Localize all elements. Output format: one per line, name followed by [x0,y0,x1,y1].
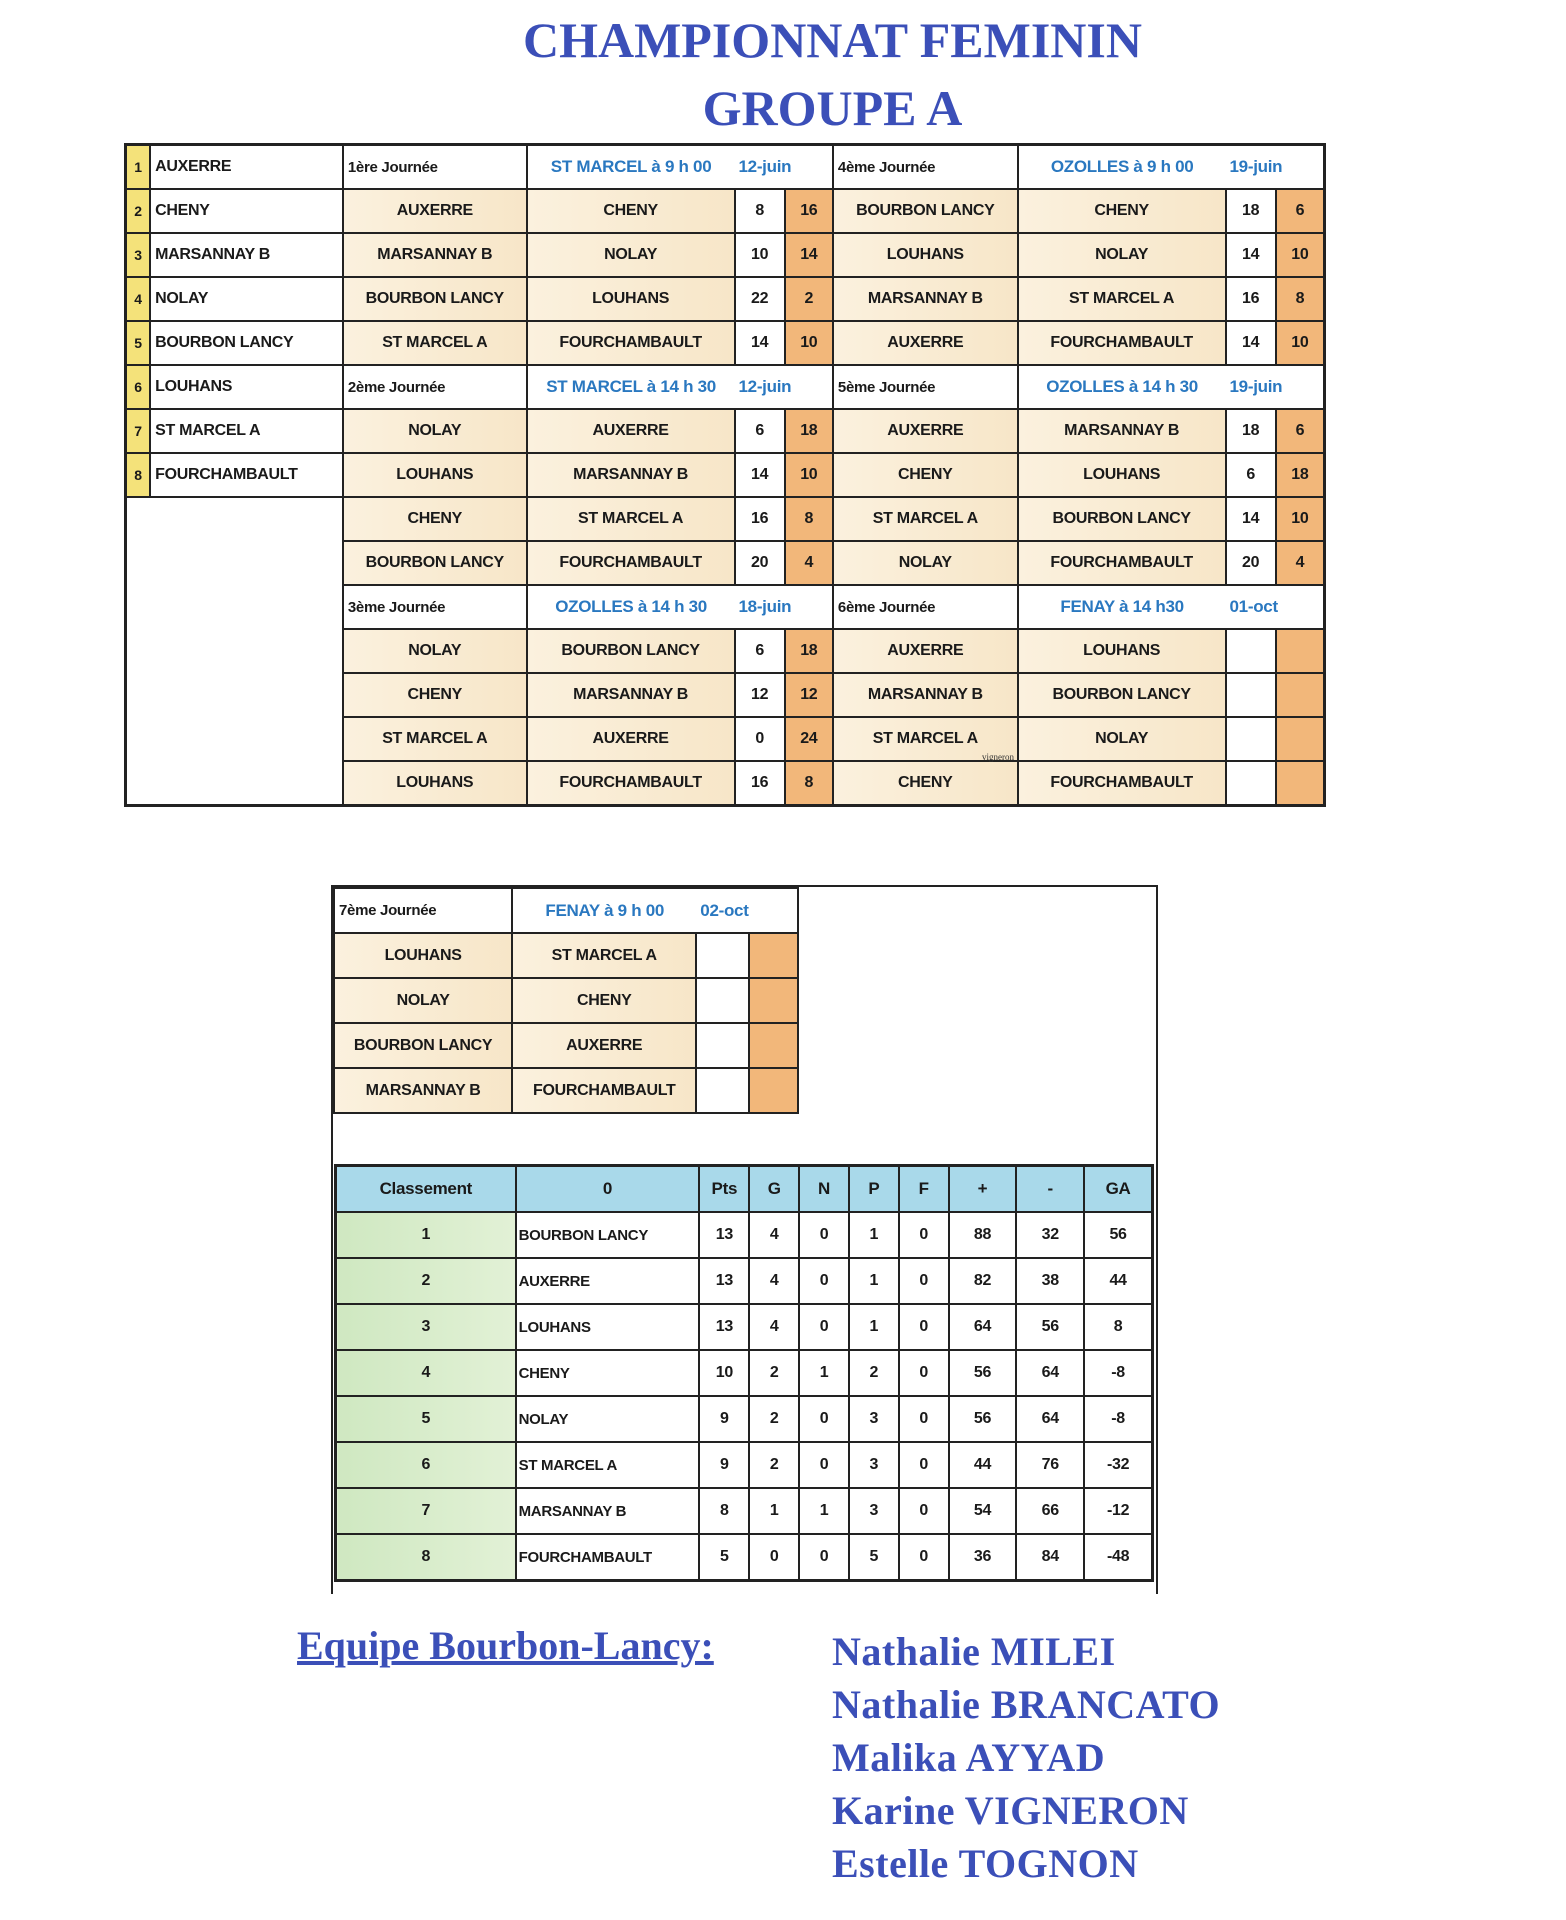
handwritten-note: vigneron [982,752,1014,762]
match-away: AUXERRE [527,717,735,761]
header-cell: P [849,1166,899,1213]
standings-g: 4 [749,1304,799,1350]
match-home: NOLAY [343,409,527,453]
score-away [1276,629,1325,673]
schedule-grid [124,143,1326,807]
score-home: 6 [735,629,785,673]
score-home: 16 [1226,277,1276,321]
score-away [1276,717,1325,761]
match-away: ST MARCEL A [1018,277,1226,321]
score-away [1276,673,1325,717]
day-date: 18-juin [735,585,833,629]
match-home: NOLAY [343,629,527,673]
score-away [749,978,798,1023]
day-date: 12-juin [735,365,833,409]
score-away [749,1023,798,1068]
player-name: Karine VIGNERON [832,1788,1189,1833]
standings-f: 0 [899,1534,949,1581]
team-number: 3 [126,233,151,277]
standings-team: NOLAY [516,1396,700,1442]
team-name: FOURCHAMBAULT [150,453,343,497]
team-name: MARSANNAY B [150,233,343,277]
standings-p: 5 [849,1534,899,1581]
match-away: CHENY [527,189,735,233]
standings-n: 0 [799,1396,849,1442]
player-name: Malika AYYAD [832,1735,1106,1780]
score-away: 4 [785,541,833,585]
score-away [749,933,798,978]
standings-team: FOURCHAMBAULT [516,1534,700,1581]
standings-plus: 82 [949,1258,1017,1304]
day-date: 19-juin [1226,145,1325,190]
score-away: 8 [1276,277,1325,321]
standings-plus: 64 [949,1304,1017,1350]
standings-header [336,1166,1153,1213]
score-home: 14 [735,453,785,497]
standings-plus: 56 [949,1350,1017,1396]
day-label: 2ème Journée [343,365,527,409]
match-away: AUXERRE [527,409,735,453]
match-home: NOLAY [334,978,512,1023]
standings-ga: 56 [1084,1212,1152,1258]
standings-g: 2 [749,1350,799,1396]
score-home: 14 [735,321,785,365]
standings-rank: 1 [336,1212,516,1258]
day-label: 4ème Journée [833,145,1018,190]
match-away: CHENY [1018,189,1226,233]
standings-n: 0 [799,1212,849,1258]
match-away: FOURCHAMBAULT [1018,321,1226,365]
day-date: 01-oct [1226,585,1325,629]
score-away: 4 [1276,541,1325,585]
team-number: 7 [126,409,151,453]
score-home [696,1068,749,1113]
standings-pts: 13 [699,1304,749,1350]
match-home: LOUHANS [343,761,527,806]
header-cell: F [899,1166,949,1213]
header-cell: GA [1084,1166,1152,1213]
day-venue: FENAY à 9 h 00 [512,888,696,933]
match-home: AUXERRE [833,409,1018,453]
standings-n: 0 [799,1534,849,1581]
standings-pts: 8 [699,1488,749,1534]
score-home: 0 [735,717,785,761]
standings-rank: 8 [336,1534,516,1581]
match-away: BOURBON LANCY [1018,673,1226,717]
schedule-row [126,409,1325,453]
match-home: ST MARCEL A [833,717,1018,761]
score-home [1226,761,1276,806]
schedule-row [334,978,798,1023]
player-name: Estelle TOGNON [832,1841,1139,1886]
standings-ga: -32 [1084,1442,1152,1488]
standings-n: 0 [799,1442,849,1488]
standings-minus: 64 [1016,1350,1084,1396]
standings-ga: -48 [1084,1534,1152,1581]
score-away: 8 [785,497,833,541]
standings-row [336,1212,1153,1258]
score-away: 10 [785,321,833,365]
day-date: 12-juin [735,145,833,190]
match-home: CHENY [343,673,527,717]
score-away: 10 [1276,497,1325,541]
team-name: AUXERRE [150,145,343,190]
standings-p: 1 [849,1212,899,1258]
schedule-row [334,1023,798,1068]
match-away: ST MARCEL A [512,933,696,978]
score-home: 16 [735,497,785,541]
header-cell: Pts [699,1166,749,1213]
standings-g: 4 [749,1212,799,1258]
day-venue: ST MARCEL à 14 h 30 [527,365,735,409]
score-home: 20 [1226,541,1276,585]
match-away: BOURBON LANCY [527,629,735,673]
header-cell: N [799,1166,849,1213]
standings-plus: 44 [949,1442,1017,1488]
standings-n: 1 [799,1350,849,1396]
score-away: 10 [1276,233,1325,277]
score-home [1226,717,1276,761]
match-home: MARSANNAY B [334,1068,512,1113]
standings-pts: 10 [699,1350,749,1396]
page-title: CHAMPIONNAT FEMININ [523,12,1142,68]
match-home: BOURBON LANCY [343,541,527,585]
standings-ga: 8 [1084,1304,1152,1350]
standings-team: MARSANNAY B [516,1488,700,1534]
score-home [696,933,749,978]
standings-f: 0 [899,1442,949,1488]
standings-rank: 6 [336,1442,516,1488]
match-away: LOUHANS [1018,629,1226,673]
score-home: 6 [735,409,785,453]
day-venue: OZOLLES à 14 h 30 [1018,365,1226,409]
day-label: 7ème Journée [334,888,512,933]
match-home: ST MARCEL A [343,717,527,761]
standings-team: BOURBON LANCY [516,1212,700,1258]
standings-minus: 66 [1016,1488,1084,1534]
match-home: CHENY [833,453,1018,497]
empty-area [126,497,343,806]
standings-f: 0 [899,1304,949,1350]
match-away: FOURCHAMBAULT [527,761,735,806]
match-away: NOLAY [527,233,735,277]
standings-n: 0 [799,1304,849,1350]
score-home: 10 [735,233,785,277]
team-number: 2 [126,189,151,233]
match-home: AUXERRE [833,321,1018,365]
standings-rank: 2 [336,1258,516,1304]
score-away: 8 [785,761,833,806]
standings-team: ST MARCEL A [516,1442,700,1488]
score-home: 8 [735,189,785,233]
match-home: ST MARCEL A [343,321,527,365]
score-away: 2 [785,277,833,321]
score-away: 18 [785,409,833,453]
standings-row [336,1534,1153,1581]
match-away: NOLAY [1018,233,1226,277]
team-number: 8 [126,453,151,497]
match-home: CHENY [833,761,1018,806]
match-home: MARSANNAY B [833,277,1018,321]
standings-minus: 76 [1016,1442,1084,1488]
schedule-header-row [126,145,1325,190]
score-home: 22 [735,277,785,321]
score-home [1226,629,1276,673]
standings-minus: 84 [1016,1534,1084,1581]
day-venue: OZOLLES à 14 h 30 [527,585,735,629]
standings-p: 3 [849,1488,899,1534]
player-name: Nathalie BRANCATO [832,1682,1221,1727]
standings-plus: 56 [949,1396,1017,1442]
standings-team: CHENY [516,1350,700,1396]
schedule-header-row [126,365,1325,409]
day-venue: OZOLLES à 9 h 00 [1018,145,1226,190]
team-name: LOUHANS [150,365,343,409]
standings-ga: -8 [1084,1396,1152,1442]
standings-team: LOUHANS [516,1304,700,1350]
standings-pts: 13 [699,1258,749,1304]
score-home: 6 [1226,453,1276,497]
standings-row [336,1488,1153,1534]
team-name: BOURBON LANCY [150,321,343,365]
page-subtitle: GROUPE A [702,80,963,136]
standings-rank: 5 [336,1396,516,1442]
standings-rank: 4 [336,1350,516,1396]
score-away: 6 [1276,189,1325,233]
schedule-row [126,233,1325,277]
schedule-header-row [334,888,798,933]
match-away: CHENY [512,978,696,1023]
score-home: 14 [1226,321,1276,365]
match-away: BOURBON LANCY [1018,497,1226,541]
match-away: FOURCHAMBAULT [1018,541,1226,585]
standings-p: 3 [849,1396,899,1442]
schedule-row [334,933,798,978]
score-away: 6 [1276,409,1325,453]
standings-plus: 88 [949,1212,1017,1258]
header-cell: + [949,1166,1017,1213]
standings-minus: 64 [1016,1396,1084,1442]
score-home: 16 [735,761,785,806]
standings-f: 0 [899,1350,949,1396]
standings-team: AUXERRE [516,1258,700,1304]
match-home: MARSANNAY B [343,233,527,277]
standings-f: 0 [899,1212,949,1258]
match-away: LOUHANS [1018,453,1226,497]
day7-table [333,887,799,1114]
score-home: 18 [1226,409,1276,453]
standings-ga: -12 [1084,1488,1152,1534]
standings-row [336,1442,1153,1488]
match-home: CHENY [343,497,527,541]
match-home: NOLAY [833,541,1018,585]
score-home: 14 [1226,233,1276,277]
schedule-row [126,497,1325,541]
match-home: AUXERRE [343,189,527,233]
match-away: NOLAY [1018,717,1226,761]
day-label: 3ème Journée [343,585,527,629]
standings-row [336,1304,1153,1350]
standings-pts: 9 [699,1442,749,1488]
standings-n: 0 [799,1258,849,1304]
standings-pts: 5 [699,1534,749,1581]
day-date: 02-oct [696,888,798,933]
day-label: 1ère Journée [343,145,527,190]
score-away: 12 [785,673,833,717]
match-home: BOURBON LANCY [833,189,1018,233]
score-home [1226,673,1276,717]
standings-minus: 56 [1016,1304,1084,1350]
match-away: MARSANNAY B [1018,409,1226,453]
match-home: LOUHANS [343,453,527,497]
score-home: 20 [735,541,785,585]
standings-g: 2 [749,1396,799,1442]
schedule-row [126,277,1325,321]
standings-n: 1 [799,1488,849,1534]
standings-minus: 32 [1016,1212,1084,1258]
day-label: 6ème Journée [833,585,1018,629]
standings-rank: 3 [336,1304,516,1350]
team-name: ST MARCEL A [150,409,343,453]
match-away: FOURCHAMBAULT [527,541,735,585]
score-away: 16 [785,189,833,233]
standings-pts: 13 [699,1212,749,1258]
header-cell: G [749,1166,799,1213]
score-home: 18 [1226,189,1276,233]
score-away: 24 [785,717,833,761]
header-cell: Classement [336,1166,516,1213]
standings-ga: -8 [1084,1350,1152,1396]
team-number: 1 [126,145,151,190]
match-home: LOUHANS [833,233,1018,277]
score-home: 12 [735,673,785,717]
day-date: 19-juin [1226,365,1325,409]
score-away [1276,761,1325,806]
team-name: CHENY [150,189,343,233]
standings-g: 0 [749,1534,799,1581]
standings-table [334,1164,1154,1582]
standings-rank: 7 [336,1488,516,1534]
team-number: 5 [126,321,151,365]
team-number: 4 [126,277,151,321]
day-venue: FENAY à 14 h30 [1018,585,1226,629]
team-name: NOLAY [150,277,343,321]
standings-p: 3 [849,1442,899,1488]
player-name: Nathalie MILEI [832,1629,1116,1674]
score-away [749,1068,798,1113]
score-home [696,1023,749,1068]
standings-p: 2 [849,1350,899,1396]
match-away: FOURCHAMBAULT [512,1068,696,1113]
roster-label: Equipe Bourbon-Lancy: [297,1623,714,1668]
match-away: FOURCHAMBAULT [527,321,735,365]
header-cell: 0 [516,1166,700,1213]
standings-row [336,1258,1153,1304]
schedule-row [126,321,1325,365]
schedule-row [334,1068,798,1113]
score-away: 18 [1276,453,1325,497]
match-away: AUXERRE [512,1023,696,1068]
day-venue: ST MARCEL à 9 h 00 [527,145,735,190]
match-home: LOUHANS [334,933,512,978]
standings-minus: 38 [1016,1258,1084,1304]
match-home: BOURBON LANCY [343,277,527,321]
standings-g: 4 [749,1258,799,1304]
standings-f: 0 [899,1258,949,1304]
standings-ga: 44 [1084,1258,1152,1304]
standings-p: 1 [849,1304,899,1350]
score-home [696,978,749,1023]
score-away: 10 [1276,321,1325,365]
day-label: 5ème Journée [833,365,1018,409]
score-away: 14 [785,233,833,277]
match-home: AUXERRE [833,629,1018,673]
standings-row [336,1396,1153,1442]
score-home: 14 [1226,497,1276,541]
match-away: MARSANNAY B [527,673,735,717]
match-away: MARSANNAY B [527,453,735,497]
match-away: LOUHANS [527,277,735,321]
standings-g: 1 [749,1488,799,1534]
standings-p: 1 [849,1258,899,1304]
standings-row [336,1350,1153,1396]
standings-plus: 54 [949,1488,1017,1534]
standings-f: 0 [899,1396,949,1442]
standings-g: 2 [749,1442,799,1488]
standings-plus: 36 [949,1534,1017,1581]
score-away: 10 [785,453,833,497]
schedule-row [126,189,1325,233]
score-away: 18 [785,629,833,673]
team-number: 6 [126,365,151,409]
header-cell: - [1016,1166,1084,1213]
schedule-row [126,453,1325,497]
standings-pts: 9 [699,1396,749,1442]
match-away: ST MARCEL A [527,497,735,541]
match-home: MARSANNAY B [833,673,1018,717]
match-away: FOURCHAMBAULT [1018,761,1226,806]
match-home: ST MARCEL A [833,497,1018,541]
standings-f: 0 [899,1488,949,1534]
match-home: BOURBON LANCY [334,1023,512,1068]
